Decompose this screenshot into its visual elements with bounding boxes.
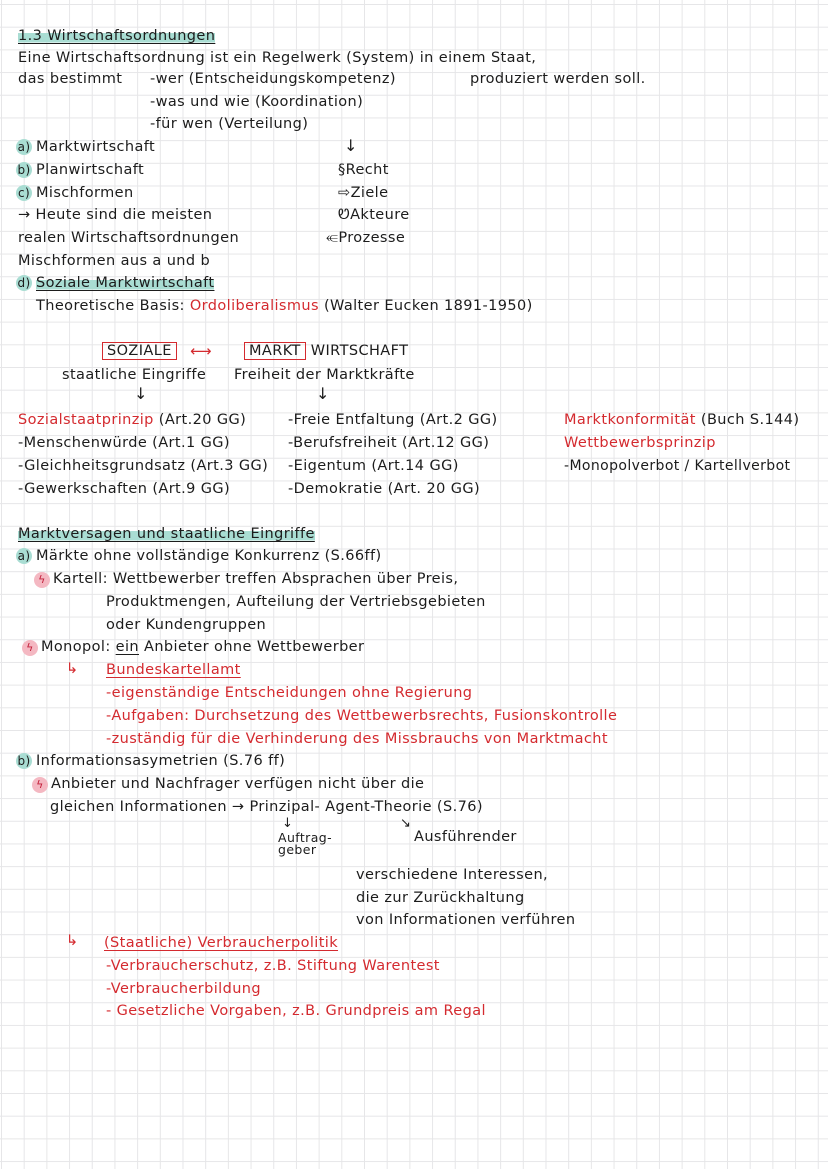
intro-bullet-whom: -für wen (Verteilung) <box>150 116 309 132</box>
mixed-note-1: → Heute sind die meisten <box>18 207 213 223</box>
failure-label: Informationsasymetrien (S.76 ff) <box>36 753 286 769</box>
intro-lead: das bestimmt <box>18 71 123 87</box>
box-label: SOZIALE <box>102 342 177 360</box>
arrow-down-icon: ↓ <box>282 816 293 831</box>
type-market-economy <box>16 138 155 156</box>
failure-label: Märkte ohne vollständige Konkurrenz (S.66ff) <box>36 548 382 564</box>
principle-item: -Monopolverbot / Kartellverbot <box>564 458 791 474</box>
hook-arrow-icon: ↳ <box>66 661 79 677</box>
type-label: Planwirtschaft <box>36 162 145 178</box>
box-soziale <box>102 342 177 360</box>
heading-ref: (Buch S.144) <box>700 412 800 428</box>
social-item: -Gleichheitsgrundsatz (Art.3 GG) <box>18 458 269 474</box>
policy-item: -Verbraucherbildung <box>106 981 261 997</box>
marker-a: a) <box>17 140 31 154</box>
theory-basis <box>36 297 533 315</box>
theory-name: Prinzipal- Agent-Theorie (S.76) <box>249 799 483 815</box>
heading-text: Marktkonformität <box>564 412 696 428</box>
marker-a: a) <box>17 549 31 563</box>
title-text: 1.3 Wirtschaftsordnungen <box>18 28 216 44</box>
lightning-icon: ϟ <box>34 572 50 588</box>
type-label: Marktwirtschaft <box>36 139 156 155</box>
hook-arrow-icon: ↳ <box>66 933 79 949</box>
intro-line-1: Eine Wirtschaftsordnung ist ein Regelwerk (System) in einem Staat, <box>18 50 537 66</box>
authority-item: -Aufgaben: Durchsetzung des Wettbewerbsrechts, Fusionskontrolle <box>106 708 618 724</box>
element-label: Akteure <box>350 207 410 223</box>
monopoly-text: Anbieter ohne Wettbewerber <box>144 639 365 655</box>
market-item: -Demokratie (Art. 20 GG) <box>288 481 481 497</box>
basis-value: Ordoliberalismus <box>189 298 319 314</box>
heading-text: Soziale Marktwirtschaft <box>36 275 215 291</box>
failure-a <box>16 547 382 565</box>
double-arrow-icon: ⟷ <box>190 342 212 360</box>
policy-item: - Gesetzliche Vorgaben, z.B. Grundpreis am Regal <box>106 1003 486 1019</box>
mixed-note-2: realen Wirtschaftsordnungen <box>18 230 240 246</box>
cartel-line-3: oder Kundengruppen <box>106 617 267 633</box>
box-markt <box>244 342 408 360</box>
social-state-heading <box>18 411 246 429</box>
policy-item: -Verbraucherschutz, z.B. Stiftung Warentest <box>106 958 440 974</box>
type-planned-economy <box>16 161 144 179</box>
marker-c: c) <box>17 186 31 200</box>
authority-heading: Bundeskartellamt <box>106 662 241 678</box>
arrow-right-icon: ⇨ <box>338 185 351 201</box>
market-item: -Berufsfreiheit (Art.12 GG) <box>288 435 490 451</box>
basis-ref: (Walter Eucken 1891-1950) <box>323 298 533 314</box>
arrow-down-icon: ↓ <box>316 384 330 403</box>
type-label: Mischformen <box>36 185 134 201</box>
monopoly-line <box>22 638 364 656</box>
caption-state-intervention: staatliche Eingriffe <box>62 367 207 383</box>
authority-item: -zuständig für die Verhinderung des Missbrauchs von Marktmacht <box>106 731 608 747</box>
heading-text: Marktversagen und staatliche Eingriffe <box>18 526 315 542</box>
authority-item: -eigenständige Entscheidungen ohne Regierung <box>106 685 473 701</box>
box-label: MARKT <box>244 342 306 360</box>
element-actors <box>338 206 410 224</box>
arrow-down-icon: ↓ <box>344 136 358 155</box>
paragraph-icon: § <box>338 162 346 178</box>
caption-market-freedom: Freiheit der Marktkräfte <box>234 367 415 383</box>
interest-line: die zur Zurückhaltung <box>356 890 525 906</box>
social-market-heading <box>16 274 214 292</box>
interest-line: verschiedene Interessen, <box>356 867 549 883</box>
intro-tail: produziert werden soll. <box>470 71 646 87</box>
lightning-icon: ϟ <box>32 777 48 793</box>
process-arrow-icon: ⥺ <box>326 230 339 246</box>
intro-bullet-what: -was und wie (Koordination) <box>150 94 364 110</box>
element-law <box>338 161 389 179</box>
cartel-line <box>34 570 458 588</box>
heading-text: Sozialstaatprinzip <box>18 412 154 428</box>
heading-ref: (Art.20 GG) <box>158 412 247 428</box>
market-conformity <box>564 411 799 429</box>
type-mixed <box>16 184 134 202</box>
social-item: -Menschenwürde (Art.1 GG) <box>18 435 230 451</box>
mixed-note-3: Mischformen aus a und b <box>18 253 211 269</box>
competition-principle: Wettbewerbsprinzip <box>564 435 716 451</box>
monopoly-label: Monopol: <box>41 639 111 655</box>
asymmetry-text: Anbieter und Nachfrager verfügen nicht über die <box>51 776 425 792</box>
element-label: Prozesse <box>338 230 406 246</box>
principal-caption-1: Auftrag- <box>278 830 332 845</box>
element-goals <box>338 184 388 202</box>
element-processes <box>326 229 405 247</box>
policy-heading: (Staatliche) Verbraucherpolitik <box>104 935 339 951</box>
social-item: -Gewerkschaften (Art.9 GG) <box>18 481 231 497</box>
asymmetry-lead: gleichen Informationen → <box>50 799 245 815</box>
principal-caption-2: geber <box>278 842 317 857</box>
monopoly-emph: ein <box>115 639 139 655</box>
failure-b <box>16 752 285 770</box>
page-title <box>18 27 215 45</box>
lightning-icon: ϟ <box>22 640 38 656</box>
element-label: Recht <box>345 162 389 178</box>
element-label: Ziele <box>350 185 389 201</box>
intro-bullet-who: -wer (Entscheidungskompetenz) <box>150 71 396 87</box>
person-icon: Ꮼ <box>338 207 351 223</box>
market-item: -Freie Entfaltung (Art.2 GG) <box>288 412 498 428</box>
cartel-text: Wettbewerber treffen Absprachen über Preis, <box>112 571 459 587</box>
suffix-label: WIRTSCHAFT <box>310 343 409 359</box>
arrow-down-right-icon: ↘ <box>400 816 411 831</box>
cartel-line-2: Produktmengen, Aufteilung der Vertriebsgebieten <box>106 594 486 610</box>
arrow-down-icon: ↓ <box>134 384 148 403</box>
marker-b: b) <box>17 754 31 768</box>
marker-d: d) <box>17 276 31 290</box>
market-failure-heading <box>18 525 315 543</box>
asymmetry-line-1 <box>32 775 424 793</box>
basis-label: Theoretische Basis: <box>36 298 185 314</box>
agent-caption: Ausführender <box>414 829 517 845</box>
asymmetry-line-2 <box>50 798 483 816</box>
cartel-label: Kartell: <box>53 571 108 587</box>
interest-line: von Informationen verführen <box>356 912 576 928</box>
marker-b: b) <box>17 163 31 177</box>
market-item: -Eigentum (Art.14 GG) <box>288 458 459 474</box>
